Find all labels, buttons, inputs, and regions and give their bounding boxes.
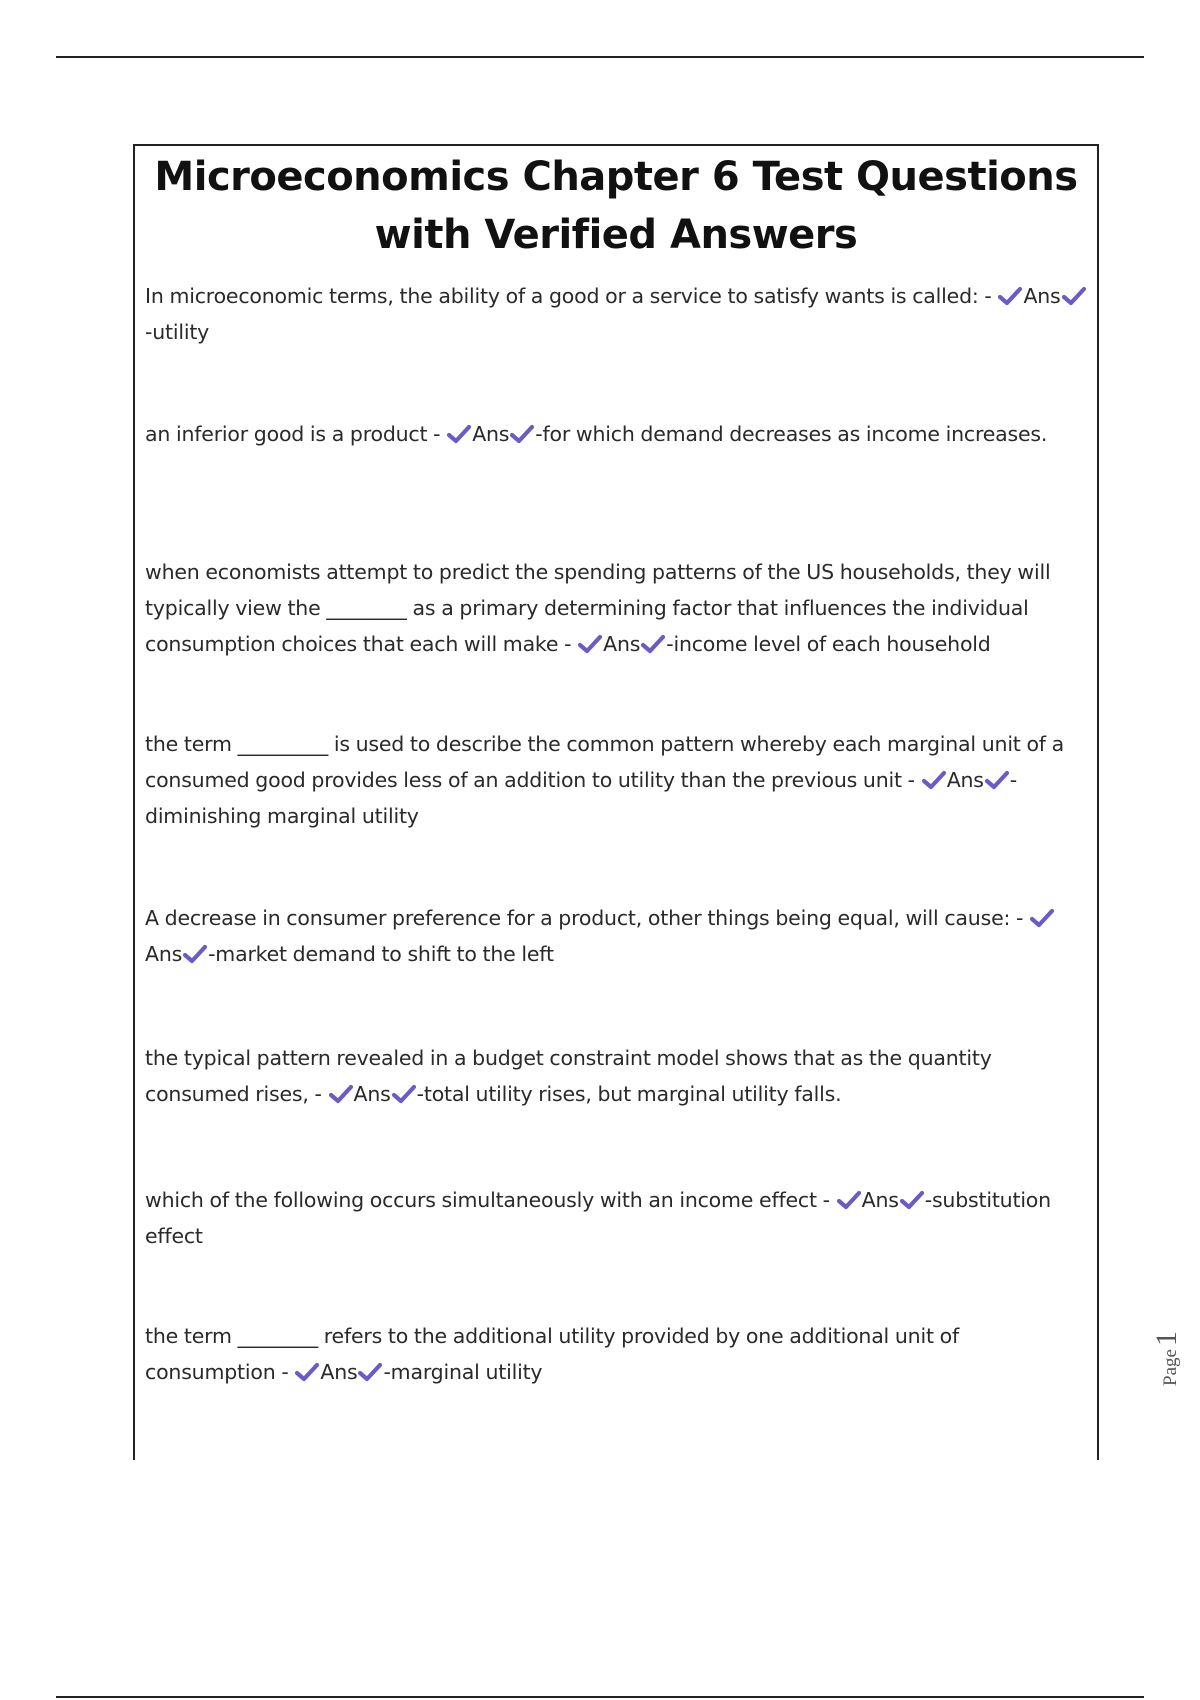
answer-marker: Ans: [145, 942, 183, 966]
check-icon: [446, 423, 472, 445]
check-icon: [997, 285, 1023, 307]
check-icon: [577, 633, 603, 655]
check-icon: [640, 633, 666, 655]
document-title: Microeconomics Chapter 6 Test Questions with Verified Answers: [154, 154, 1078, 258]
header-rule: [56, 56, 1144, 58]
question-text: In microeconomic terms, the ability of a good or a service to satisfy wants is called: -: [145, 284, 992, 308]
answer-text: -diminishing marginal utility: [145, 768, 1017, 828]
answer-marker: Ans: [353, 1082, 391, 1106]
check-icon: [921, 769, 947, 791]
qa-item: [145, 278, 1090, 350]
answer-text: -for which demand decreases as income increases.: [535, 422, 1048, 446]
check-icon: [836, 1189, 862, 1211]
footer-rule: [56, 1696, 1144, 1698]
qa-item: [145, 726, 1090, 834]
qa-item: [145, 1040, 1090, 1112]
question-text: which of the following occurs simultaneously with an income effect -: [145, 1188, 830, 1212]
check-icon: [1061, 285, 1087, 307]
answer-text: -market demand to shift to the left: [208, 942, 554, 966]
answer-text: -marginal utility: [383, 1360, 543, 1384]
check-icon: [391, 1083, 417, 1105]
question-text: the term _________ is used to describe the common pattern whereby each marginal unit of a consumed good provides less of an addition to utility than the previous unit -: [145, 732, 1065, 792]
qa-item: [145, 1182, 1090, 1254]
check-icon: [357, 1361, 383, 1383]
qa-item: [145, 416, 1090, 452]
check-icon: [509, 423, 535, 445]
answer-marker: Ans: [320, 1360, 358, 1384]
answer-marker: Ans: [472, 422, 510, 446]
answer-text: -income level of each household: [666, 632, 991, 656]
question-text: an inferior good is a product -: [145, 422, 441, 446]
check-icon: [328, 1083, 354, 1105]
page-number: 1: [1150, 1331, 1183, 1347]
question-text: A decrease in consumer preference for a product, other things being equal, will cause: -: [145, 906, 1024, 930]
qa-item: [145, 554, 1090, 662]
answer-marker: Ans: [603, 632, 641, 656]
check-icon: [984, 769, 1010, 791]
answer-text: -utility: [145, 320, 210, 344]
check-icon: [182, 943, 208, 965]
answer-text: -total utility rises, but marginal utility falls.: [416, 1082, 842, 1106]
page-word: Page: [1160, 1349, 1181, 1386]
check-icon: [899, 1189, 925, 1211]
answer-marker: Ans: [1023, 284, 1061, 308]
check-icon: [1029, 907, 1055, 929]
qa-item: [145, 1318, 1090, 1390]
answer-marker: Ans: [861, 1188, 899, 1212]
qa-item: [145, 900, 1090, 972]
check-icon: [294, 1361, 320, 1383]
question-text: the term ________ refers to the additional utility provided by one additional unit of consumption -: [145, 1324, 959, 1384]
question-text: the typical pattern revealed in a budget constraint model shows that as the quantity consumed rises, -: [145, 1046, 992, 1106]
answer-marker: Ans: [946, 768, 984, 792]
page-number-label: [1150, 1331, 1184, 1386]
answer-text: -substitution effect: [145, 1188, 1051, 1248]
question-text: when economists attempt to predict the spending patterns of the US households, they will typically view the ________ as a primary determining factor that influences the individual consumption choices that each will make -: [145, 560, 1051, 656]
